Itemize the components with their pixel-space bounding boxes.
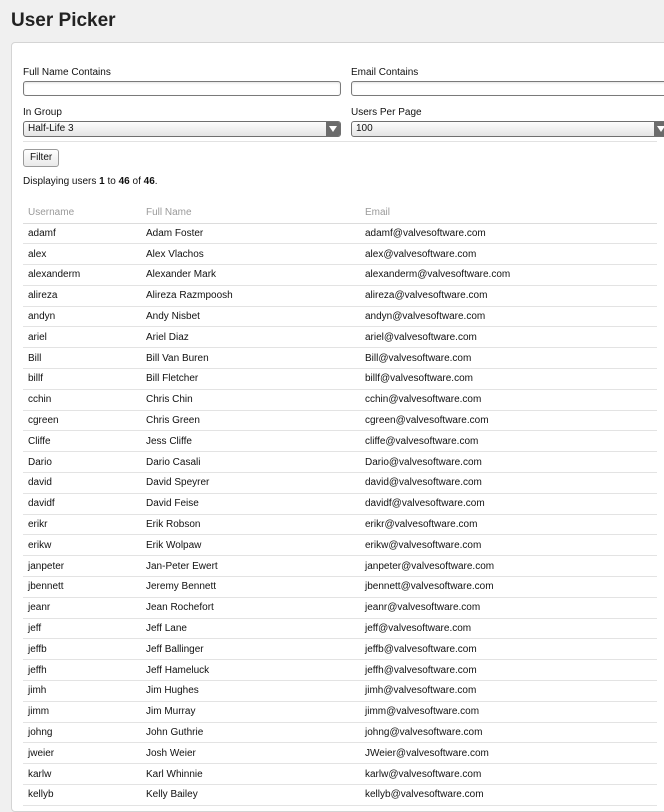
full-name-cell: Chris Chin [141, 389, 360, 410]
divider [23, 141, 657, 142]
email-cell: cgreen@valvesoftware.com [360, 410, 657, 431]
full-name-cell: Ariel Diaz [141, 327, 360, 348]
full-name-label: Full Name Contains [23, 67, 111, 78]
username-cell[interactable]: karlw [23, 764, 141, 785]
full-name-cell: Jean Rochefort [141, 597, 360, 618]
email-input[interactable] [351, 81, 664, 96]
full-name-field [23, 67, 341, 96]
username-cell[interactable]: Cliffe [23, 431, 141, 452]
email-cell: Dario@valvesoftware.com [360, 452, 657, 473]
username-cell[interactable]: johng [23, 722, 141, 743]
summary-prefix: Displaying users [23, 176, 100, 187]
full-name-cell: John Guthrie [141, 722, 360, 743]
full-name-cell: Kelly Bailey [141, 785, 360, 806]
chevron-down-icon [654, 122, 664, 136]
full-name-input[interactable] [23, 81, 341, 96]
username-cell[interactable]: jeffh [23, 660, 141, 681]
username-cell[interactable]: adamf [23, 223, 141, 244]
email-cell: billf@valvesoftware.com [360, 369, 657, 390]
email-field [351, 67, 664, 96]
per-page-select-value: 100 [356, 123, 373, 134]
email-cell: jeffb@valvesoftware.com [360, 639, 657, 660]
full-name-cell: Andy Nisbet [141, 306, 360, 327]
username-cell[interactable]: jimm [23, 701, 141, 722]
column-header-username[interactable]: Username [23, 203, 141, 223]
users-table-body [23, 223, 657, 805]
email-label: Email Contains [351, 67, 419, 78]
user-picker-panel [11, 42, 664, 812]
username-cell[interactable]: erikr [23, 514, 141, 535]
username-cell[interactable]: jimh [23, 681, 141, 702]
table-row[interactable] [23, 410, 657, 431]
table-row[interactable] [23, 244, 657, 265]
group-select-value: Half-Life 3 [28, 123, 74, 134]
table-row[interactable] [23, 285, 657, 306]
table-row[interactable] [23, 369, 657, 390]
summary-to: 46 [118, 176, 130, 187]
column-header-full-name[interactable]: Full Name [141, 203, 360, 223]
username-cell[interactable]: Bill [23, 348, 141, 369]
email-cell: Bill@valvesoftware.com [360, 348, 657, 369]
table-row[interactable] [23, 597, 657, 618]
email-cell: jimm@valvesoftware.com [360, 701, 657, 722]
full-name-cell: Chris Green [141, 410, 360, 431]
username-cell[interactable]: cchin [23, 389, 141, 410]
email-cell: jeanr@valvesoftware.com [360, 597, 657, 618]
email-cell: david@valvesoftware.com [360, 473, 657, 494]
table-row[interactable] [23, 493, 657, 514]
username-cell[interactable]: ariel [23, 327, 141, 348]
full-name-cell: Jeremy Bennett [141, 577, 360, 598]
users-table [23, 203, 657, 806]
table-row[interactable] [23, 514, 657, 535]
email-cell: erikw@valvesoftware.com [360, 535, 657, 556]
full-name-cell: Adam Foster [141, 223, 360, 244]
username-cell[interactable]: alexanderm [23, 265, 141, 286]
username-cell[interactable]: janpeter [23, 556, 141, 577]
table-row[interactable] [23, 431, 657, 452]
email-cell: kellyb@valvesoftware.com [360, 785, 657, 806]
username-cell[interactable]: kellyb [23, 785, 141, 806]
table-row[interactable] [23, 785, 657, 806]
table-header-row [23, 203, 657, 223]
username-cell[interactable]: alireza [23, 285, 141, 306]
table-row[interactable] [23, 327, 657, 348]
column-header-email[interactable]: Email [360, 203, 657, 223]
summary-to-word: to [104, 176, 119, 187]
username-cell[interactable]: jweier [23, 743, 141, 764]
table-row[interactable] [23, 348, 657, 369]
email-cell: alireza@valvesoftware.com [360, 285, 657, 306]
full-name-cell: Jeff Lane [141, 618, 360, 639]
email-cell: janpeter@valvesoftware.com [360, 556, 657, 577]
full-name-cell: Erik Robson [141, 514, 360, 535]
table-row[interactable] [23, 743, 657, 764]
full-name-cell: Jan-Peter Ewert [141, 556, 360, 577]
table-row[interactable] [23, 681, 657, 702]
username-cell[interactable]: cgreen [23, 410, 141, 431]
full-name-cell: Bill Van Buren [141, 348, 360, 369]
username-cell[interactable]: davidf [23, 493, 141, 514]
table-row[interactable] [23, 577, 657, 598]
full-name-cell: Jim Murray [141, 701, 360, 722]
summary-of-word: of [129, 176, 144, 187]
summary-total: 46 [143, 176, 155, 187]
table-row[interactable] [23, 389, 657, 410]
full-name-cell: Erik Wolpaw [141, 535, 360, 556]
table-row[interactable] [23, 535, 657, 556]
full-name-cell: Alex Vlachos [141, 244, 360, 265]
full-name-cell: Jim Hughes [141, 681, 360, 702]
email-cell: jeff@valvesoftware.com [360, 618, 657, 639]
table-row[interactable] [23, 265, 657, 286]
group-label: In Group [23, 107, 62, 118]
username-cell[interactable]: jbennett [23, 577, 141, 598]
group-field [23, 107, 341, 137]
username-cell[interactable]: david [23, 473, 141, 494]
full-name-cell: Alexander Mark [141, 265, 360, 286]
full-name-cell: Jeff Ballinger [141, 639, 360, 660]
full-name-cell: Alireza Razmpoosh [141, 285, 360, 306]
username-cell[interactable]: jeffb [23, 639, 141, 660]
chevron-down-icon [326, 122, 340, 136]
email-cell: karlw@valvesoftware.com [360, 764, 657, 785]
table-row[interactable] [23, 473, 657, 494]
table-row[interactable] [23, 618, 657, 639]
email-cell: jeffh@valvesoftware.com [360, 660, 657, 681]
full-name-cell: Jeff Hameluck [141, 660, 360, 681]
email-cell: cchin@valvesoftware.com [360, 389, 657, 410]
username-cell[interactable]: alex [23, 244, 141, 265]
group-select[interactable] [23, 121, 341, 137]
summary-from: 1 [99, 176, 105, 187]
full-name-cell: Dario Casali [141, 452, 360, 473]
email-cell: adamf@valvesoftware.com [360, 223, 657, 244]
username-cell[interactable]: erikw [23, 535, 141, 556]
email-cell: jbennett@valvesoftware.com [360, 577, 657, 598]
table-row[interactable] [23, 722, 657, 743]
full-name-cell: Josh Weier [141, 743, 360, 764]
results-summary [23, 176, 158, 187]
username-cell[interactable]: billf [23, 369, 141, 390]
email-cell: JWeier@valvesoftware.com [360, 743, 657, 764]
username-cell[interactable]: jeanr [23, 597, 141, 618]
table-row[interactable] [23, 306, 657, 327]
per-page-field [351, 107, 664, 137]
summary-suffix: . [154, 176, 158, 187]
per-page-label: Users Per Page [351, 107, 422, 118]
email-cell: johng@valvesoftware.com [360, 722, 657, 743]
table-row[interactable] [23, 452, 657, 473]
per-page-select[interactable] [351, 121, 664, 137]
table-row[interactable] [23, 639, 657, 660]
table-row[interactable] [23, 764, 657, 785]
table-row[interactable] [23, 223, 657, 244]
table-row[interactable] [23, 556, 657, 577]
email-cell: ariel@valvesoftware.com [360, 327, 657, 348]
username-cell[interactable]: Dario [23, 452, 141, 473]
email-cell: alex@valvesoftware.com [360, 244, 657, 265]
username-cell[interactable]: andyn [23, 306, 141, 327]
filter-button[interactable]: Filter [23, 149, 59, 167]
email-cell: davidf@valvesoftware.com [360, 493, 657, 514]
full-name-cell: David Feise [141, 493, 360, 514]
email-cell: alexanderm@valvesoftware.com [360, 265, 657, 286]
email-cell: jimh@valvesoftware.com [360, 681, 657, 702]
table-row[interactable] [23, 660, 657, 681]
full-name-cell: Bill Fletcher [141, 369, 360, 390]
email-cell: erikr@valvesoftware.com [360, 514, 657, 535]
email-cell: cliffe@valvesoftware.com [360, 431, 657, 452]
table-row[interactable] [23, 701, 657, 722]
page-title: User Picker [11, 10, 116, 31]
full-name-cell: David Speyrer [141, 473, 360, 494]
full-name-cell: Jess Cliffe [141, 431, 360, 452]
full-name-cell: Karl Whinnie [141, 764, 360, 785]
username-cell[interactable]: jeff [23, 618, 141, 639]
email-cell: andyn@valvesoftware.com [360, 306, 657, 327]
